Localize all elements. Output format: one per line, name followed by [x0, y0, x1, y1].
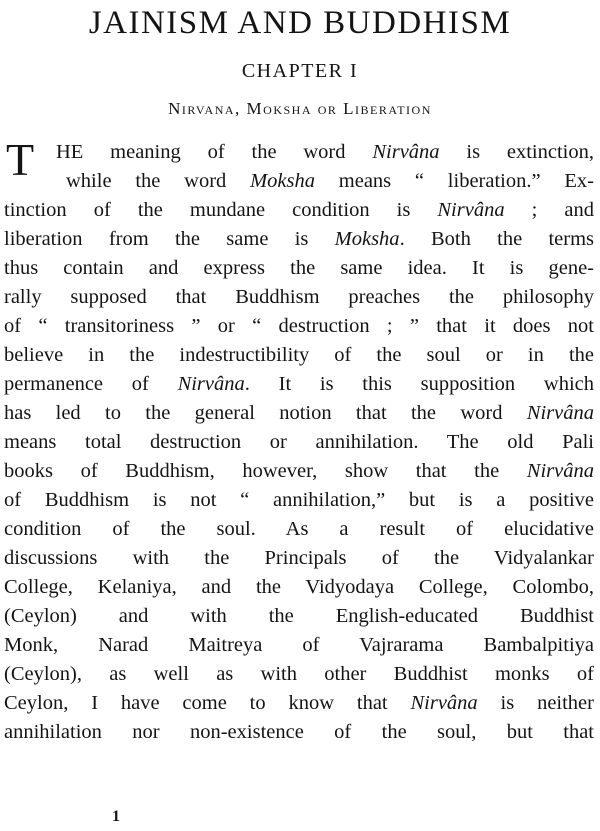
page-number: 1	[112, 808, 120, 825]
emphasized-term: Nirvâna	[410, 692, 478, 714]
text-line: while the word Moksha means “ liberation.” Ex-	[66, 170, 594, 192]
emphasized-term: Nirvâna	[372, 141, 440, 163]
text-line: liberation from the same is Moksha. Both the terms	[4, 228, 594, 250]
text-line: permanence of Nirvâna. It is this supposition which	[4, 373, 594, 395]
book-title: JAINISM AND BUDDHISM	[88, 5, 512, 41]
emphasized-term: Nirvâna	[177, 373, 245, 395]
text-line: believe in the indestructibility of the soul or in the	[4, 344, 594, 366]
body-text	[0, 134, 600, 747]
text-line: Monk, Narad Maitreya of Vajrarama Bambalpitiya	[4, 634, 594, 656]
text-line: means total destruction or annihilation. The old Pali	[4, 431, 594, 453]
text-line: of Buddhism is not “ annihilation,” but is a positive	[4, 489, 594, 511]
emphasized-term: Moksha	[334, 228, 400, 250]
text-line: discussions with the Principals of the Vidyalankar	[4, 547, 594, 569]
text-line: has led to the general notion that the word Nirvâna	[4, 402, 594, 424]
text-line: condition of the soul. As a result of elucidative	[4, 518, 594, 540]
emphasized-term: Nirvâna	[526, 460, 594, 482]
text-line-content: HE meaning of the word Nirvâna is extinction,	[56, 141, 594, 163]
text-line: tinction of the mundane condition is Nirvâna ; and	[4, 199, 594, 221]
emphasized-term: Nirvâna	[526, 402, 594, 424]
chapter-heading: CHAPTER I	[241, 60, 359, 82]
text-line: (Ceylon) and with the English-educated Buddhist	[4, 605, 594, 627]
text-line: of “ transitoriness ” or “ destruction ; ” that it does not	[4, 315, 594, 337]
emphasized-term: Nirvâna	[437, 199, 505, 221]
emphasized-term: Moksha	[250, 170, 315, 192]
section-heading: Nirvana, Moksha or Liberation	[168, 99, 432, 118]
text-line: annihilation nor non-existence of the soul, but that	[4, 721, 594, 743]
text-line: Ceylon, I have come to know that Nirvâna is neither	[4, 692, 594, 714]
text-line: College, Kelaniya, and the Vidyodaya College, Colombo,	[4, 576, 594, 598]
text-line: rally supposed that Buddhism preaches the philosophy	[4, 286, 594, 308]
drop-cap: T	[6, 134, 35, 185]
text-line: books of Buddhism, however, show that the Nirvâna	[4, 460, 594, 482]
text-line: thus contain and express the same idea. It is gene-	[4, 257, 594, 279]
text-line: (Ceylon), as well as with other Buddhist monks of	[4, 663, 594, 685]
